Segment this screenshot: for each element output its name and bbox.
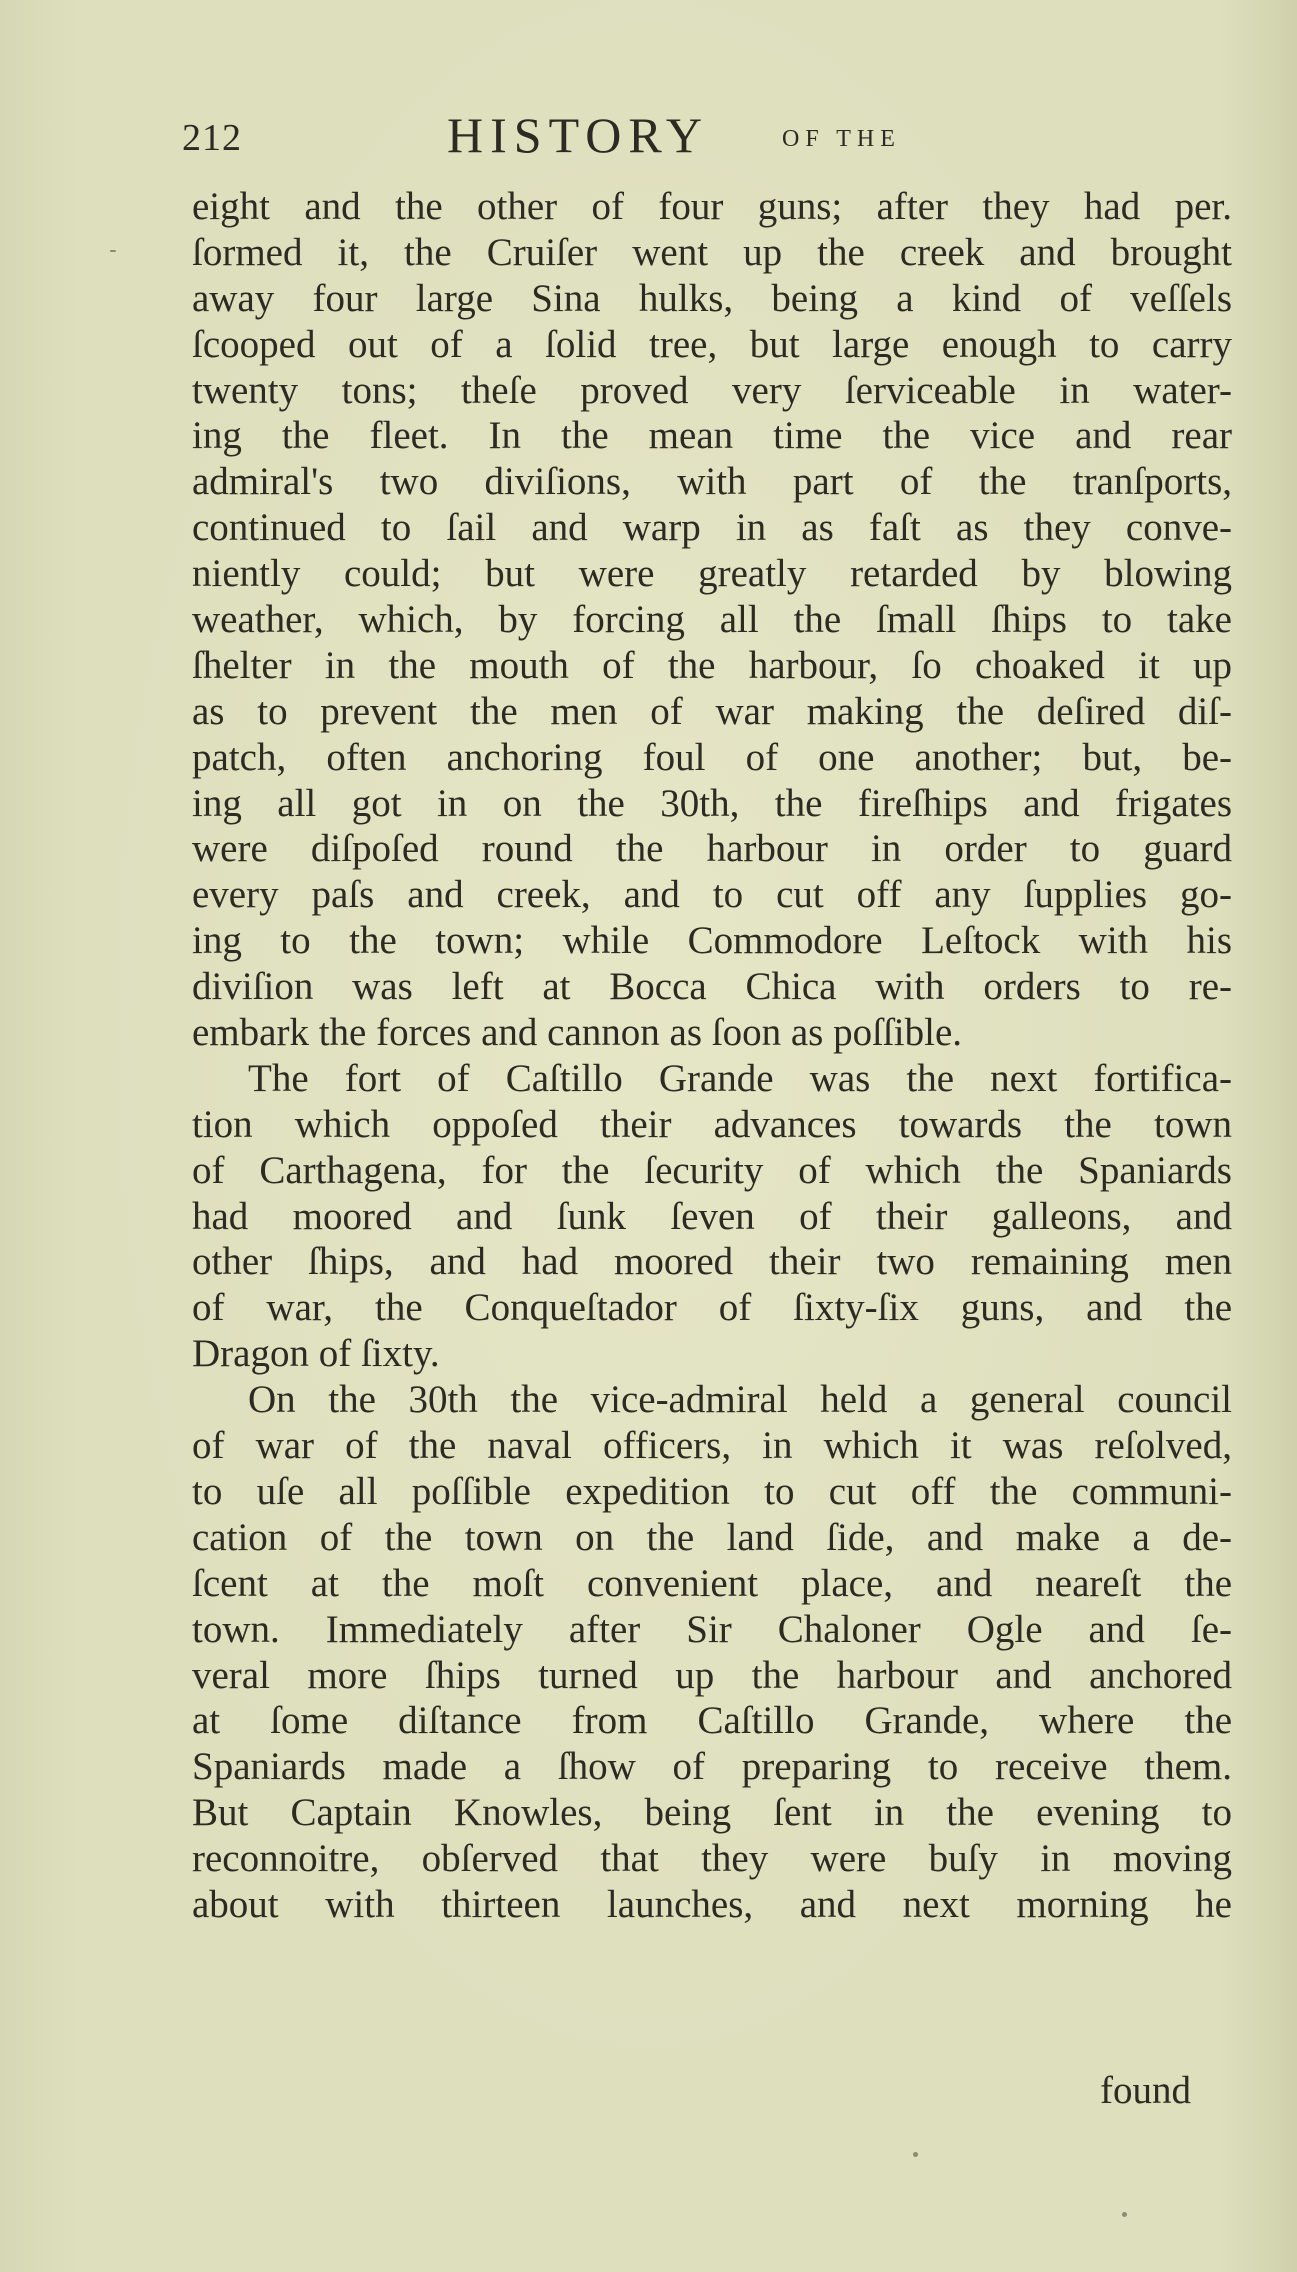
page-number: 212: [182, 117, 242, 159]
text-line: of Carthagena, for the ſecurity of which the Spaniards: [192, 1148, 1232, 1192]
text-line: eight and the other of four guns; after they had per.: [192, 185, 1232, 228]
text-line: embark the forces and cannon as ſoon as poſſible.: [192, 1011, 963, 1055]
text-line: diviſion was left at Bocca Chica with orders to re-: [192, 965, 1232, 1009]
text-line: ſcooped out of a ſolid tree, but large enough to carry: [192, 322, 1232, 366]
text-line: had moored and ſunk ſeven of their galleons, and: [192, 1194, 1232, 1238]
text-line: as to prevent the men of war making the deſired diſ-: [192, 689, 1232, 733]
text-line: of war, the Conqueſtador of ſixty-ſix guns, and the: [192, 1286, 1232, 1330]
text-line: reconnoitre, obſerved that they were buſy in moving: [192, 1837, 1232, 1881]
text-line: ſcent at the moſt convenient place, and neareſt the: [192, 1561, 1232, 1605]
text-line: ing to the town; while Commodore Leſtock with his: [192, 919, 1232, 963]
paper-speck: [913, 2152, 918, 2157]
text-line: every paſs and creek, and to cut off any ſupplies go-: [192, 873, 1232, 917]
text-line: But Captain Knowles, being ſent in the evening to: [192, 1791, 1232, 1835]
text-line: town. Immediately after Sir Chaloner Ogle and ſe-: [192, 1607, 1232, 1651]
text-line: The fort of Caſtillo Grande was the next fortifica-: [248, 1056, 1232, 1100]
text-line: ing the fleet. In the mean time the vice and rear: [192, 414, 1232, 458]
paper-speck: [1122, 2212, 1127, 2217]
running-head: [182, 107, 982, 170]
text-line: ſormed it, the Cruiſer went up the creek and brought: [192, 230, 1232, 274]
paper-speck: [110, 250, 116, 252]
text-line: away four large Sina hulks, being a kind of veſſels: [192, 276, 1232, 320]
text-line: ing all got in on the 30th, the fireſhips and frigates: [192, 781, 1232, 825]
text-line: admiral's two diviſions, with part of the tranſports,: [192, 460, 1232, 504]
text-line: were diſpoſed round the harbour in order to guard: [192, 827, 1232, 871]
text-line: tion which oppoſed their advances towards the town: [192, 1102, 1232, 1146]
text-line: at ſome diſtance from Caſtillo Grande, where the: [192, 1699, 1232, 1743]
text-line: cation of the town on the land ſide, and make a de-: [192, 1515, 1232, 1559]
text-line: continued to ſail and warp in as faſt as they conve-: [192, 506, 1232, 550]
paragraph-1: [192, 184, 1232, 1056]
text-line: twenty tons; theſe proved very ſerviceable in water-: [192, 368, 1232, 412]
catchword: found: [1100, 2069, 1191, 2112]
text-line: other ſhips, and had moored their two remaining men: [192, 1240, 1232, 1284]
text-line: patch, often anchoring foul of one another; but, be-: [192, 735, 1232, 779]
running-title: HISTORY: [447, 107, 710, 163]
text-line: veral more ſhips turned up the harbour and anchored: [192, 1653, 1232, 1697]
running-title-small: OF THE: [782, 126, 901, 152]
body-text: [192, 184, 1232, 1928]
paragraph-3: [192, 1377, 1232, 1928]
text-line: Dragon of ſixty.: [192, 1332, 440, 1376]
text-line: to uſe all poſſible expedition to cut off the communi-: [192, 1469, 1232, 1513]
text-line: ſhelter in the mouth of the harbour, ſo choaked it up: [192, 643, 1232, 687]
text-line: weather, which, by forcing all the ſmall ſhips to take: [192, 598, 1232, 642]
text-line: of war of the naval officers, in which it was reſolved,: [192, 1424, 1232, 1468]
text-line: niently could; but were greatly retarded by blowing: [192, 552, 1232, 596]
text-line: Spaniards made a ſhow of preparing to receive them.: [192, 1745, 1232, 1789]
paragraph-2: [192, 1056, 1232, 1377]
text-line: On the 30th the vice-admiral held a general council: [248, 1378, 1232, 1422]
text-line: about with thirteen launches, and next morning he: [192, 1882, 1232, 1926]
